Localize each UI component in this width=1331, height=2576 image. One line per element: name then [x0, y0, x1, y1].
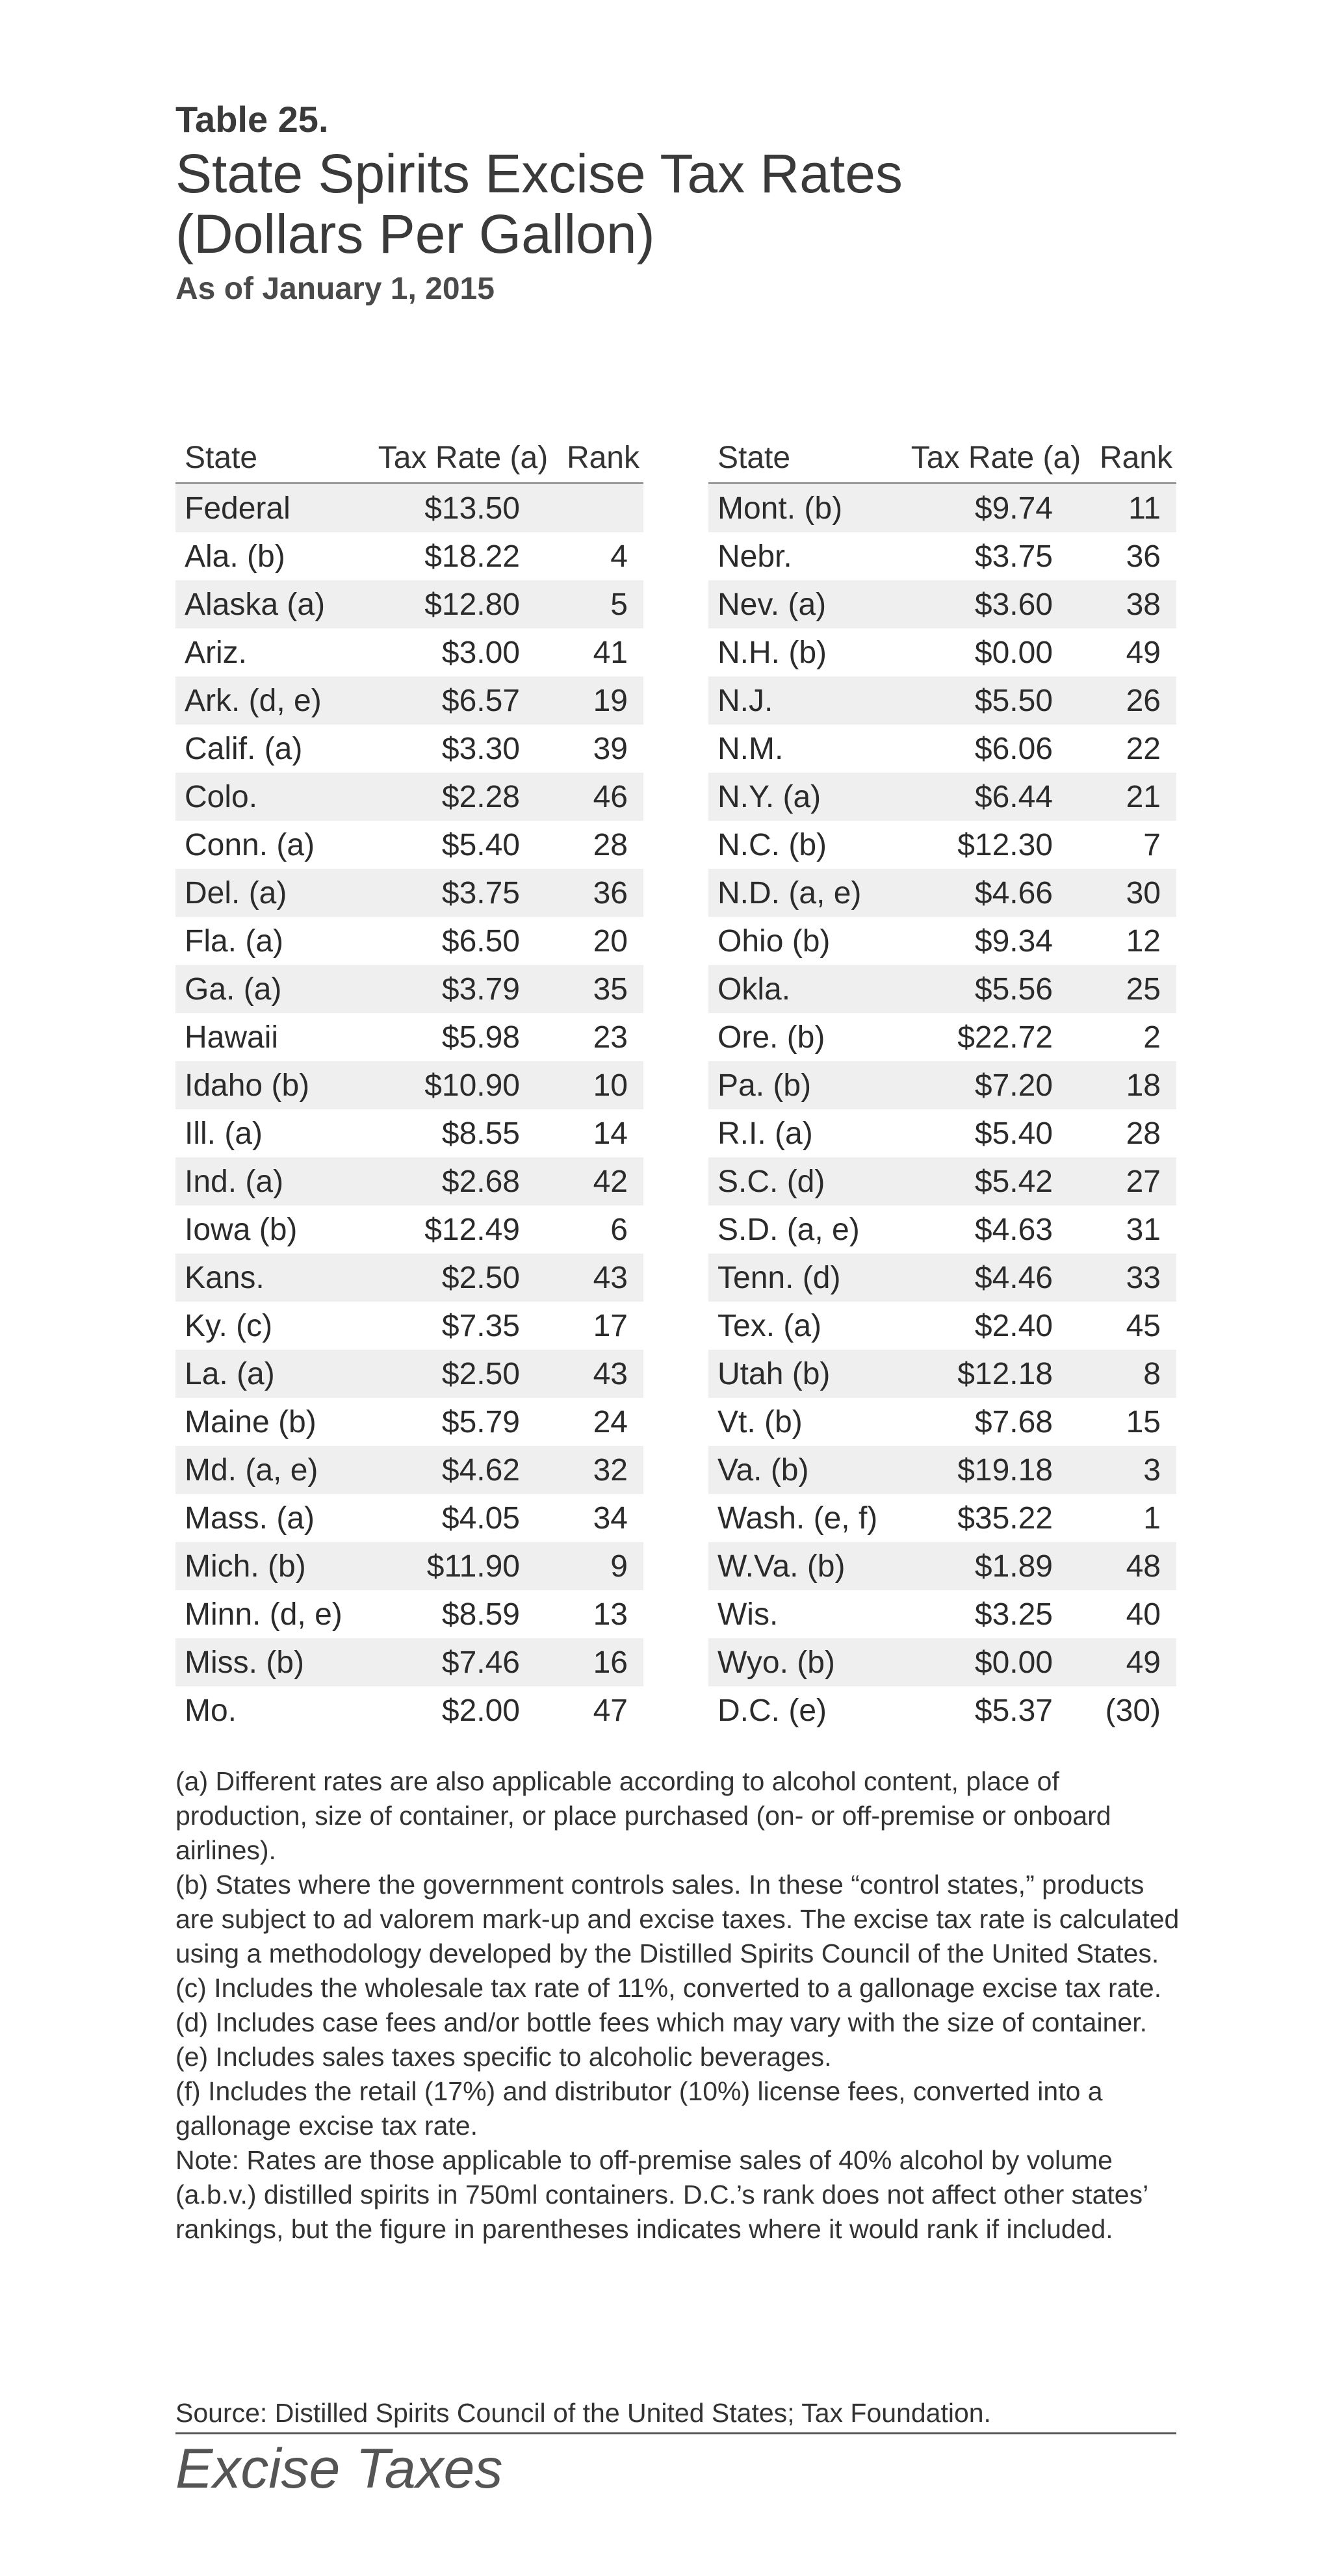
table-row [708, 869, 1176, 917]
table-row [175, 1494, 643, 1542]
tax-rate-cell: $18.22 [424, 539, 520, 574]
state-cell: N.J. [717, 683, 773, 718]
rank-cell: 32 [593, 1452, 628, 1488]
state-cell: Ill. (a) [185, 1116, 263, 1151]
tax-rate-cell: $0.00 [974, 1645, 1053, 1680]
table-row [175, 869, 643, 917]
table-row [708, 1109, 1176, 1157]
rank-cell: 26 [1126, 683, 1161, 718]
table-row [175, 1013, 643, 1061]
rank-cell: 21 [1126, 779, 1161, 814]
state-cell: Ark. (d, e) [185, 683, 322, 718]
rank-cell: 19 [593, 683, 628, 718]
rank-cell: 6 [610, 1212, 628, 1247]
rank-cell: 43 [593, 1260, 628, 1295]
tax-rate-cell: $0.00 [974, 635, 1053, 670]
rank-cell: 39 [593, 731, 628, 766]
tax-rate-cell: $19.18 [957, 1452, 1053, 1488]
state-cell: Tex. (a) [717, 1308, 822, 1343]
table-row [708, 1638, 1176, 1686]
table-row [175, 1157, 643, 1205]
state-cell: Minn. (d, e) [185, 1597, 342, 1632]
state-cell: N.C. (b) [717, 827, 827, 862]
state-cell: Ariz. [185, 635, 247, 670]
table-row [708, 1013, 1176, 1061]
table-row [175, 1542, 643, 1590]
state-cell: Ala. (b) [185, 539, 285, 574]
state-cell: N.H. (b) [717, 635, 827, 670]
state-cell: Wis. [717, 1597, 779, 1632]
tax-rate-cell: $12.49 [424, 1212, 520, 1247]
table-row [708, 532, 1176, 580]
table-row [175, 1109, 643, 1157]
rank-cell: 9 [610, 1549, 628, 1584]
tax-rate-cell: $7.35 [441, 1308, 520, 1343]
rank-cell: 10 [593, 1068, 628, 1103]
footnote: (d) Includes case fees and/or bottle fees which may vary with the size of container. [175, 2007, 1147, 2037]
state-cell: Pa. (b) [717, 1068, 812, 1103]
rank-cell: 20 [593, 923, 628, 959]
table-row [175, 917, 643, 965]
tax-rate-cell: $3.79 [441, 972, 520, 1007]
state-cell: Iowa (b) [185, 1212, 298, 1247]
state-cell: S.C. (d) [717, 1164, 825, 1199]
rank-cell: 30 [1126, 875, 1161, 910]
state-cell: Mich. (b) [185, 1549, 306, 1584]
table-row [708, 773, 1176, 821]
table-row [708, 1061, 1176, 1109]
tax-rate-cell: $7.68 [974, 1404, 1053, 1439]
table-row [175, 1061, 643, 1109]
rank-cell: 25 [1126, 972, 1161, 1007]
rank-cell: 34 [593, 1501, 628, 1536]
rank-cell: 43 [593, 1356, 628, 1391]
rank-cell: 12 [1126, 923, 1161, 959]
title-line-1: State Spirits Excise Tax Rates [175, 143, 903, 205]
state-cell: Kans. [185, 1260, 265, 1295]
table-row [708, 1350, 1176, 1398]
table-row [708, 917, 1176, 965]
rank-cell: 23 [593, 1020, 628, 1055]
rank-cell: 45 [1126, 1308, 1161, 1343]
rank-cell: 36 [1126, 539, 1161, 574]
rank-cell: 28 [593, 827, 628, 862]
state-cell: Utah (b) [717, 1356, 831, 1391]
table-number: Table 25. [175, 99, 329, 140]
table-row [175, 1638, 643, 1686]
table-row [175, 725, 643, 773]
table-header [175, 426, 643, 484]
table-row [708, 725, 1176, 773]
tax-rate-cell: $3.60 [974, 587, 1053, 622]
tax-rate-cell: $5.50 [974, 683, 1053, 718]
state-cell: Alaska (a) [185, 587, 326, 622]
tax-rate-cell: $10.90 [424, 1068, 520, 1103]
state-cell: Vt. (b) [717, 1404, 803, 1439]
state-cell: Ore. (b) [717, 1020, 825, 1055]
section-title: Excise Taxes [175, 2438, 503, 2500]
tax-rate-cell: $1.89 [974, 1549, 1053, 1584]
tax-rate-cell: $7.46 [441, 1645, 520, 1680]
state-cell: N.Y. (a) [717, 779, 821, 814]
rank-cell: 22 [1126, 731, 1161, 766]
tax-rate-cell: $35.22 [957, 1501, 1053, 1536]
tax-rate-cell: $5.40 [974, 1116, 1053, 1151]
rank-cell: 24 [593, 1404, 628, 1439]
table-row [708, 1494, 1176, 1542]
header-rank: Rank [1099, 441, 1172, 475]
tax-rate-cell: $2.28 [441, 779, 520, 814]
header-state: State [717, 441, 791, 475]
header-tax-rate: Tax Rate (a) [911, 441, 1081, 475]
rank-cell: 1 [1143, 1501, 1161, 1536]
rank-cell: 7 [1143, 827, 1161, 862]
rank-cell: 46 [593, 779, 628, 814]
tax-rate-cell: $6.44 [974, 779, 1053, 814]
tax-rate-cell: $5.37 [974, 1693, 1053, 1728]
tax-rate-cell: $5.40 [441, 827, 520, 862]
header-tax-rate: Tax Rate (a) [378, 441, 549, 475]
tax-rate-cell: $5.79 [441, 1404, 520, 1439]
state-cell: Miss. (b) [185, 1645, 304, 1680]
rank-cell: 5 [610, 587, 628, 622]
table-body [708, 484, 1176, 1734]
tax-rate-cell: $4.62 [441, 1452, 520, 1488]
table-row [708, 1590, 1176, 1638]
tax-rate-cell: $9.34 [974, 923, 1053, 959]
rank-cell: 16 [593, 1645, 628, 1680]
rank-cell: 27 [1126, 1164, 1161, 1199]
state-cell: Tenn. (d) [717, 1260, 841, 1295]
state-cell: Nebr. [717, 539, 792, 574]
tax-rate-cell: $4.66 [974, 875, 1053, 910]
rank-cell: 36 [593, 875, 628, 910]
table-row [175, 1398, 643, 1446]
state-cell: Federal [185, 491, 291, 526]
footnote: (b) States where the government controls sales. In these “control states,” products are subject to ad valorem mark-up and excise taxes. The excise tax rate is calculated using a methodology developed by the Distilled Spirits Council of the United States. [175, 1870, 1180, 1968]
rank-cell: 17 [593, 1308, 628, 1343]
source-line: Source: Distilled Spirits Council of the United States; Tax Foundation. [175, 2398, 1176, 2434]
table-row [708, 628, 1176, 676]
rank-cell: 42 [593, 1164, 628, 1199]
table-header [708, 426, 1176, 484]
tax-rate-cell: $2.40 [974, 1308, 1053, 1343]
table-row [175, 965, 643, 1013]
rank-cell: 47 [593, 1693, 628, 1728]
footnote: (e) Includes sales taxes specific to alcoholic beverages. [175, 2042, 832, 2072]
table-row [175, 484, 643, 532]
tax-rate-cell: $2.50 [441, 1260, 520, 1295]
tax-rate-cell: $12.18 [957, 1356, 1053, 1391]
table-row [175, 1205, 643, 1254]
tax-rate-cell: $12.80 [424, 587, 520, 622]
tax-rate-cell: $8.55 [441, 1116, 520, 1151]
table-row [708, 1542, 1176, 1590]
state-cell: Mo. [185, 1693, 237, 1728]
tax-rate-cell: $5.42 [974, 1164, 1053, 1199]
tax-rate-cell: $3.25 [974, 1597, 1053, 1632]
rank-cell: 18 [1126, 1068, 1161, 1103]
state-cell: S.D. (a, e) [717, 1212, 860, 1247]
state-cell: Mont. (b) [717, 491, 843, 526]
footnote: (a) Different rates are also applicable according to alcohol content, place of production, size of container, or place purchased (on- or off-premise or onboard airlines). [175, 1766, 1111, 1865]
state-cell: N.D. (a, e) [717, 875, 862, 910]
state-cell: Md. (a, e) [185, 1452, 318, 1488]
tax-rate-cell: $3.75 [441, 875, 520, 910]
state-cell: Wash. (e, f) [717, 1501, 878, 1536]
rank-cell: 28 [1126, 1116, 1161, 1151]
table-row [175, 773, 643, 821]
tax-rate-cell: $3.30 [441, 731, 520, 766]
table-row [175, 532, 643, 580]
tax-rate-cell: $9.74 [974, 491, 1053, 526]
page-subtitle: As of January 1, 2015 [175, 271, 495, 306]
tax-rate-cell: $6.06 [974, 731, 1053, 766]
rank-cell: 49 [1126, 635, 1161, 670]
rank-cell: 14 [593, 1116, 628, 1151]
footnote: (c) Includes the wholesale tax rate of 11%, converted to a gallonage excise tax rate. [175, 1973, 1162, 2003]
tax-rate-cell: $11.90 [426, 1549, 520, 1584]
tax-rate-cell: $8.59 [441, 1597, 520, 1632]
table-row [175, 1686, 643, 1734]
state-cell: Ga. (a) [185, 972, 282, 1007]
table-row [708, 1254, 1176, 1302]
rank-cell: 31 [1126, 1212, 1161, 1247]
table-row [708, 580, 1176, 628]
tax-rate-cell: $4.63 [974, 1212, 1053, 1247]
rank-cell: 8 [1143, 1356, 1161, 1391]
state-cell: Okla. [717, 972, 791, 1007]
state-cell: Nev. (a) [717, 587, 827, 622]
state-cell: Fla. (a) [185, 923, 284, 959]
table-row [175, 1350, 643, 1398]
header-rank: Rank [566, 441, 640, 475]
rank-cell: 11 [1128, 491, 1161, 526]
state-cell: La. (a) [185, 1356, 275, 1391]
state-cell: N.M. [717, 731, 784, 766]
tax-rate-cell: $4.05 [441, 1501, 520, 1536]
title-line-2: (Dollars Per Gallon) [175, 203, 655, 264]
rank-cell: 40 [1126, 1597, 1161, 1632]
tax-rate-cell: $2.50 [441, 1356, 520, 1391]
tax-rate-cell: $6.50 [441, 923, 520, 959]
table-row [175, 580, 643, 628]
rank-cell: 48 [1126, 1549, 1161, 1584]
tax-rate-cell: $3.75 [974, 539, 1053, 574]
table-row [708, 1205, 1176, 1254]
state-cell: Colo. [185, 779, 258, 814]
tax-rate-cell: $2.68 [441, 1164, 520, 1199]
table-row [708, 676, 1176, 725]
state-cell: Va. (b) [717, 1452, 809, 1488]
table-row [708, 1157, 1176, 1205]
tax-rate-cell: $4.46 [974, 1260, 1053, 1295]
rank-cell: (30) [1105, 1693, 1161, 1728]
tax-rate-cell: $3.00 [441, 635, 520, 670]
tax-rate-cell: $5.98 [441, 1020, 520, 1055]
state-cell: Del. (a) [185, 875, 287, 910]
table-right [708, 426, 1176, 1734]
rank-cell: 35 [593, 972, 628, 1007]
footnote: (f) Includes the retail (17%) and distributor (10%) license fees, converted into a gallonage excise tax rate. [175, 2076, 1103, 2141]
rank-cell: 41 [593, 635, 628, 670]
rank-cell: 15 [1126, 1404, 1161, 1439]
tax-rate-cell: $2.00 [441, 1693, 520, 1728]
header-state: State [185, 441, 258, 475]
page-title [175, 144, 1176, 264]
rank-cell: 13 [593, 1597, 628, 1632]
rank-cell: 2 [1143, 1020, 1161, 1055]
document-page [175, 97, 1180, 2500]
table-row [708, 965, 1176, 1013]
rank-cell: 38 [1126, 587, 1161, 622]
footnote: Note: Rates are those applicable to off-premise sales of 40% alcohol by volume (a.b.v.) distilled spirits in 750ml containers. D.C.’s rank does not affect other states’ rankings, but the figure in parentheses indicates where it would rank if included. [175, 2145, 1148, 2244]
state-cell: Ohio (b) [717, 923, 831, 959]
tax-rate-cell: $22.72 [957, 1020, 1053, 1055]
state-cell: Ind. (a) [185, 1164, 284, 1199]
tax-rate-cell: $7.20 [974, 1068, 1053, 1103]
state-cell: Calif. (a) [185, 731, 303, 766]
state-cell: Mass. (a) [185, 1501, 315, 1536]
state-cell: R.I. (a) [717, 1116, 813, 1151]
tax-rate-tables [175, 426, 1176, 1758]
state-cell: Idaho (b) [185, 1068, 310, 1103]
table-row [175, 1302, 643, 1350]
table-body [175, 484, 643, 1734]
table-row [708, 1398, 1176, 1446]
rank-cell: 49 [1126, 1645, 1161, 1680]
table-row [175, 628, 643, 676]
tax-rate-cell: $5.56 [974, 972, 1053, 1007]
table-row [175, 1590, 643, 1638]
state-cell: Maine (b) [185, 1404, 317, 1439]
state-cell: Wyo. (b) [717, 1645, 835, 1680]
tax-rate-cell: $6.57 [441, 683, 520, 718]
table-row [175, 1446, 643, 1494]
rank-cell: 3 [1143, 1452, 1161, 1488]
table-row [708, 1446, 1176, 1494]
table-row [175, 676, 643, 725]
table-row [175, 1254, 643, 1302]
table-row [708, 1686, 1176, 1734]
state-cell: Ky. (c) [185, 1308, 273, 1343]
tax-rate-cell: $12.30 [957, 827, 1053, 862]
state-cell: Hawaii [185, 1020, 279, 1055]
table-row [175, 821, 643, 869]
table-row [708, 821, 1176, 869]
state-cell: Conn. (a) [185, 827, 315, 862]
rank-cell: 33 [1126, 1260, 1161, 1295]
tax-rate-cell: $13.50 [424, 491, 520, 526]
footnotes [175, 1764, 1189, 2247]
state-cell: W.Va. (b) [717, 1549, 846, 1584]
table-row [708, 484, 1176, 532]
table-left [175, 426, 643, 1734]
state-cell: D.C. (e) [717, 1693, 827, 1728]
table-row [708, 1302, 1176, 1350]
rank-cell: 4 [610, 539, 628, 574]
